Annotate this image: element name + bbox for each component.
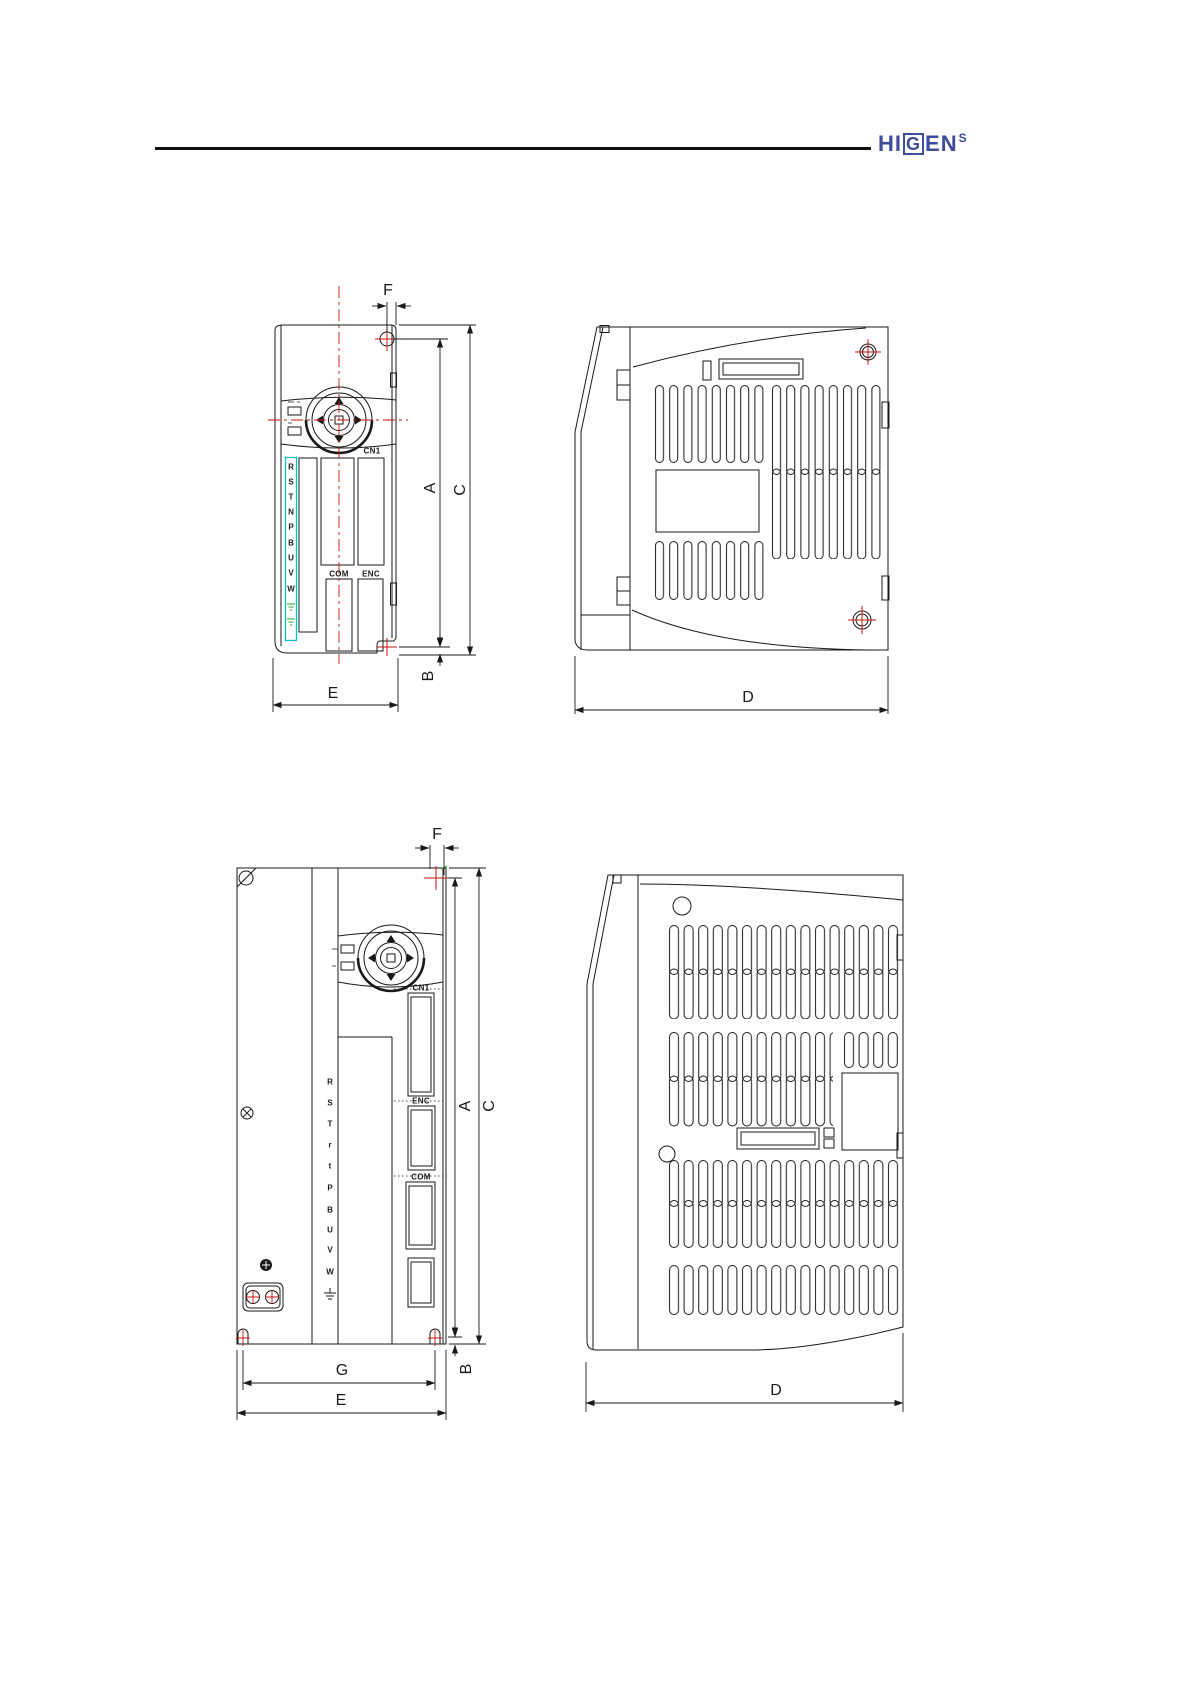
- ventilation-slots: [842, 1032, 899, 1069]
- ventilation-slots: [653, 541, 766, 601]
- ventilation-slots: [667, 925, 900, 1019]
- power-terminal-block: [243, 1283, 283, 1311]
- nameplate: [842, 1073, 898, 1150]
- status-led-window: [288, 407, 301, 415]
- terminal-label: R: [327, 1077, 333, 1087]
- top-connector-slot: [719, 359, 803, 379]
- dim-label-d-side-large: D: [770, 1382, 782, 1399]
- connector-label-com: COM: [411, 1172, 431, 1182]
- dimension-lines-side-large: [586, 1333, 903, 1412]
- terminal-label: B: [288, 538, 294, 548]
- side-connector-slot: [737, 1128, 834, 1149]
- dim-label-e-front-large: E: [335, 1392, 347, 1409]
- front-view-large: [236, 845, 486, 1420]
- terminal-label: U: [288, 553, 294, 563]
- dim-label-b-front-large: B: [458, 1363, 475, 1375]
- connector-label-com: COM: [329, 569, 349, 579]
- dim-label-a-front-large: A: [457, 1100, 474, 1112]
- logo-part1: HI: [878, 131, 902, 156]
- logo-part3: EN: [925, 131, 958, 156]
- terminal-label: P: [288, 522, 294, 532]
- connector-label-enc: ENC: [362, 569, 380, 579]
- cover-curve: [633, 328, 866, 367]
- dim-label-c-front-small: C: [452, 484, 469, 496]
- ground-symbol-icon: [324, 1288, 336, 1299]
- enc-connector: [408, 1106, 435, 1170]
- mounting-hole-marker: [848, 606, 876, 634]
- ventilation-slots: [653, 385, 766, 464]
- logo-g-box: G: [903, 133, 924, 155]
- dim-label-a-front-small: A: [422, 482, 439, 494]
- terminal-label: T: [288, 492, 294, 502]
- dim-label-f-front-small: F: [383, 282, 393, 299]
- ventilation-slots: [667, 1265, 900, 1316]
- terminal-label: T: [327, 1119, 333, 1129]
- terminal-label: W: [326, 1267, 334, 1277]
- status-led-window: [341, 945, 354, 953]
- status-led-window: [288, 427, 301, 435]
- com-connector: [406, 1182, 435, 1249]
- terminal-label: V: [288, 568, 294, 578]
- terminal-label: W: [287, 584, 295, 594]
- dim-label-c-front-large: C: [481, 1100, 498, 1112]
- terminal-label: N: [288, 507, 294, 517]
- nameplate: [656, 470, 759, 532]
- jog-dial: [358, 925, 424, 991]
- connector-label-cn1: CN1: [363, 446, 381, 456]
- cover-curve: [632, 610, 868, 650]
- ventilation-slots: [667, 1032, 833, 1127]
- terminal-label: t: [328, 1161, 332, 1171]
- terminal-label: U: [327, 1225, 333, 1235]
- dimension-lines-front-large: [237, 845, 486, 1420]
- terminal-label: B: [327, 1205, 333, 1215]
- mounting-notch: [236, 1329, 250, 1346]
- terminal-label: V: [327, 1245, 333, 1255]
- connector-label-cn1: CN1: [412, 983, 430, 993]
- dim-label-d-side-small: D: [742, 689, 754, 706]
- dim-label-g-front-large: G: [335, 1362, 349, 1379]
- side-view-large: [586, 875, 903, 1412]
- dim-label-b-front-small: B: [420, 670, 437, 682]
- dim-label-e-front-small: E: [327, 685, 339, 702]
- mounting-hole-marker: [855, 339, 881, 365]
- screw-icon: [241, 1107, 253, 1119]
- ventilation-slots: [667, 1160, 900, 1248]
- cn1-connector: [408, 993, 434, 1096]
- ground-symbol-icon: [287, 604, 295, 625]
- cn1-connector: [358, 458, 384, 565]
- ground-screw-icon: [261, 1260, 272, 1271]
- front-view-small: [268, 286, 476, 712]
- aux-connector: [408, 1258, 434, 1307]
- ventilation-slots: [770, 385, 883, 559]
- logo-sup: S: [958, 131, 968, 145]
- status-led-window: [341, 962, 354, 970]
- connector-label-enc: ENC: [412, 1096, 430, 1106]
- terminal-label: r: [328, 1140, 332, 1150]
- terminal-label: R: [288, 462, 294, 472]
- terminal-label: S: [327, 1098, 333, 1108]
- dim-label-f-front-large: F: [432, 826, 442, 843]
- side-view-small: [575, 326, 889, 715]
- enc-connector: [358, 579, 383, 651]
- dimension-lines-side-small: [575, 656, 888, 714]
- terminal-label: P: [327, 1183, 333, 1193]
- mounting-notch: [428, 1329, 442, 1346]
- terminal-label: S: [288, 477, 294, 487]
